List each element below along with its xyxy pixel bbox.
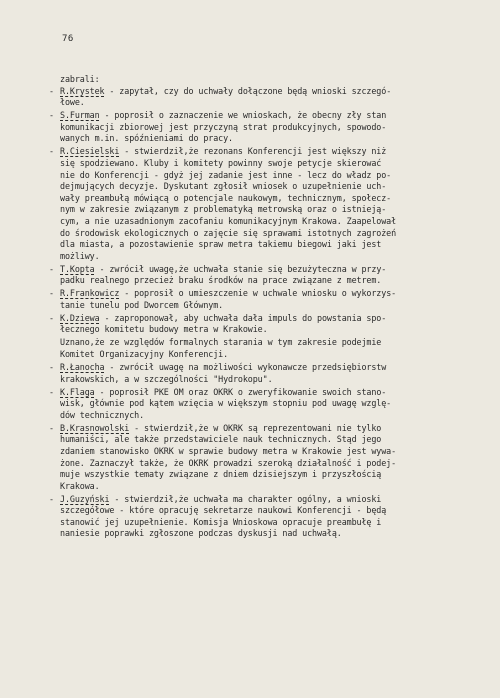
committee-note <box>60 337 460 360</box>
entry-first-line <box>60 264 460 276</box>
entry-first-line <box>60 423 460 435</box>
entry-line: nym w zakresie związanym z problematyką metrowską oraz o istnieją- <box>60 204 387 215</box>
speaker-name: S.Furman <box>60 110 100 121</box>
speaker-list-first <box>49 85 460 336</box>
entry-line: wały preambułą mówiącą o potencjale naukowym, technicznym, społecz- <box>60 192 392 203</box>
speaker-name: K.Flaga <box>60 386 95 397</box>
speaker-entry <box>49 288 460 311</box>
speaker-entry <box>49 386 460 422</box>
speaker-entry <box>49 312 460 336</box>
entry-text: - poprosił PKE OM oraz OKRK o zweryfikowanie swoich stano- <box>94 386 387 397</box>
speaker-name: T.Kopta <box>60 263 95 274</box>
entry-line: tanie tunelu pod Dworcem Głównym. <box>60 299 224 310</box>
list-dash: - <box>49 85 54 96</box>
entry-line: szczegółowe - które opracuję sekretarze naukowi Konferencji - będą <box>60 505 387 516</box>
entry-first-line <box>60 86 460 98</box>
speaker-name: J.Guzyński <box>60 493 110 504</box>
entry-line: cym, a nie uzasadnionym zacofaniu komunikacyjnym Krakowa. Zaapelował <box>60 215 397 226</box>
entry-line: humaniści, ale także przedstawiciele nauk technicznych. Stąd jego <box>60 434 382 445</box>
speaker-entry <box>49 263 460 287</box>
list-dash: - <box>49 288 54 299</box>
speaker-name: B.Krasnowolski <box>60 422 130 433</box>
opening-line: zabrali: <box>60 74 100 84</box>
page-number: 76 <box>62 34 74 44</box>
speaker-name: R.Łanocha <box>60 361 105 372</box>
document-body <box>49 74 460 541</box>
entry-text: - zaproponował, aby uchwała dała impuls do powstania spo- <box>99 312 387 323</box>
entry-line: się spodziewano. Kluby i komitety powinny swoje petycje skierować <box>60 157 382 168</box>
entry-line: krakowskich, a w szczególności "Hydrokopu". <box>60 373 273 384</box>
entry-line: Krakowa. <box>60 480 100 491</box>
entry-text: - zapytał, czy do uchwały dołączone będą wnioski szczegó- <box>104 85 392 96</box>
entry-line: stanowić jej uzupełnienie. Komisja Wnioskowa opracuje preambułę i <box>60 516 382 527</box>
entry-line: dejmujących decyzje. Dyskutant zgłosił wniosek o uzupełnienie uch- <box>60 181 387 192</box>
entry-line: łecznego komitetu budowy metra w Krakowie. <box>60 324 268 335</box>
entry-line: komunikacji zbiorowej jest przyczyną strat produkcyjnych, spowodo- <box>60 121 387 132</box>
entry-text: - zwrócił uwagę,że uchwała stanie się bezużyteczna w przy- <box>94 263 387 274</box>
list-dash: - <box>49 493 54 504</box>
entry-first-line <box>60 313 460 325</box>
entry-text: - poprosił o zaznaczenie we wnioskach, że obecny zły stan <box>99 110 387 121</box>
speaker-list-second <box>49 361 460 540</box>
entry-line: naniesie poprawki zgłoszone podczas dyskusji nad uchwałą. <box>60 528 342 539</box>
speaker-name: K.Dziewa <box>60 312 100 323</box>
entry-line: dów technicznych. <box>60 409 145 420</box>
entry-line: do środowisk ekologicznych o zajęcie się sprawami istotnych zagrożeń <box>60 227 397 238</box>
note-line: Uznano,że ze względów formalnych starania w tym zakresie podejmie <box>60 337 382 348</box>
entry-line: wanych m.in. spóźnieniami do pracy. <box>60 133 233 144</box>
entry-first-line <box>60 288 460 300</box>
list-dash: - <box>49 110 54 121</box>
entry-line: nie do Konferencji - gdyż jej zadanie jest inne - lecz do władz po- <box>60 169 392 180</box>
entry-text: - stwierdził,że rezonans Konferencji jest większy niż <box>119 146 387 157</box>
entry-first-line <box>60 110 460 122</box>
entry-first-line <box>60 387 460 399</box>
list-dash: - <box>49 422 54 433</box>
speaker-name: R.Frankowicz <box>60 288 120 299</box>
entry-line: padku realnego przecież braku środków na prace związane z metrem. <box>60 275 382 286</box>
entry-line: łowe. <box>60 97 85 108</box>
entry-text: - stwierdził,że uchwała ma charakter ogólny, a wnioski <box>109 493 382 504</box>
entry-line: muje wszystkie tematy związane z dniem dzisiejszym i przyszłością <box>60 469 382 480</box>
speaker-entry <box>49 85 460 109</box>
speaker-entry <box>49 361 460 385</box>
entry-line: wisk, głównie pod kątem wzięcia w większym stopniu pod uwagę wzglę- <box>60 398 392 409</box>
entry-line: dla miasta, a pozostawienie spraw metra takiemu biegowi jaki jest <box>60 239 382 250</box>
entry-first-line <box>60 494 460 506</box>
entry-text: - poprosił o umieszczenie w uchwale wniosku o wykorzys- <box>119 288 397 299</box>
speaker-entry <box>49 146 460 262</box>
speaker-entry <box>49 493 460 540</box>
speaker-name: R.Ciesielski <box>60 146 120 157</box>
list-dash: - <box>49 386 54 397</box>
speaker-name: R.Krystek <box>60 85 105 96</box>
list-dash: - <box>49 146 54 157</box>
entry-first-line <box>60 362 460 374</box>
speaker-entry <box>49 422 460 493</box>
list-dash: - <box>49 361 54 372</box>
entry-text: - stwierdził,że w OKRK są reprezentowani nie tylko <box>129 422 382 433</box>
entry-line: zdaniem stanowisko OKRK w sprawie budowy metra w Krakowie jest wywa- <box>60 445 397 456</box>
list-dash: - <box>49 263 54 274</box>
entry-line: możliwy. <box>60 250 100 261</box>
note-line: Komitet Organizacyjny Konferencji. <box>60 349 229 359</box>
entry-line: żone. Zaznaczył także, że OKRK prowadzi szeroką działalność i podej- <box>60 457 397 468</box>
entry-text: - zwrócił uwagę na możliwości wykonawcze przedsiębiorstw <box>104 361 387 372</box>
entry-first-line <box>60 146 460 158</box>
speaker-entry <box>49 110 460 145</box>
list-dash: - <box>49 312 54 323</box>
